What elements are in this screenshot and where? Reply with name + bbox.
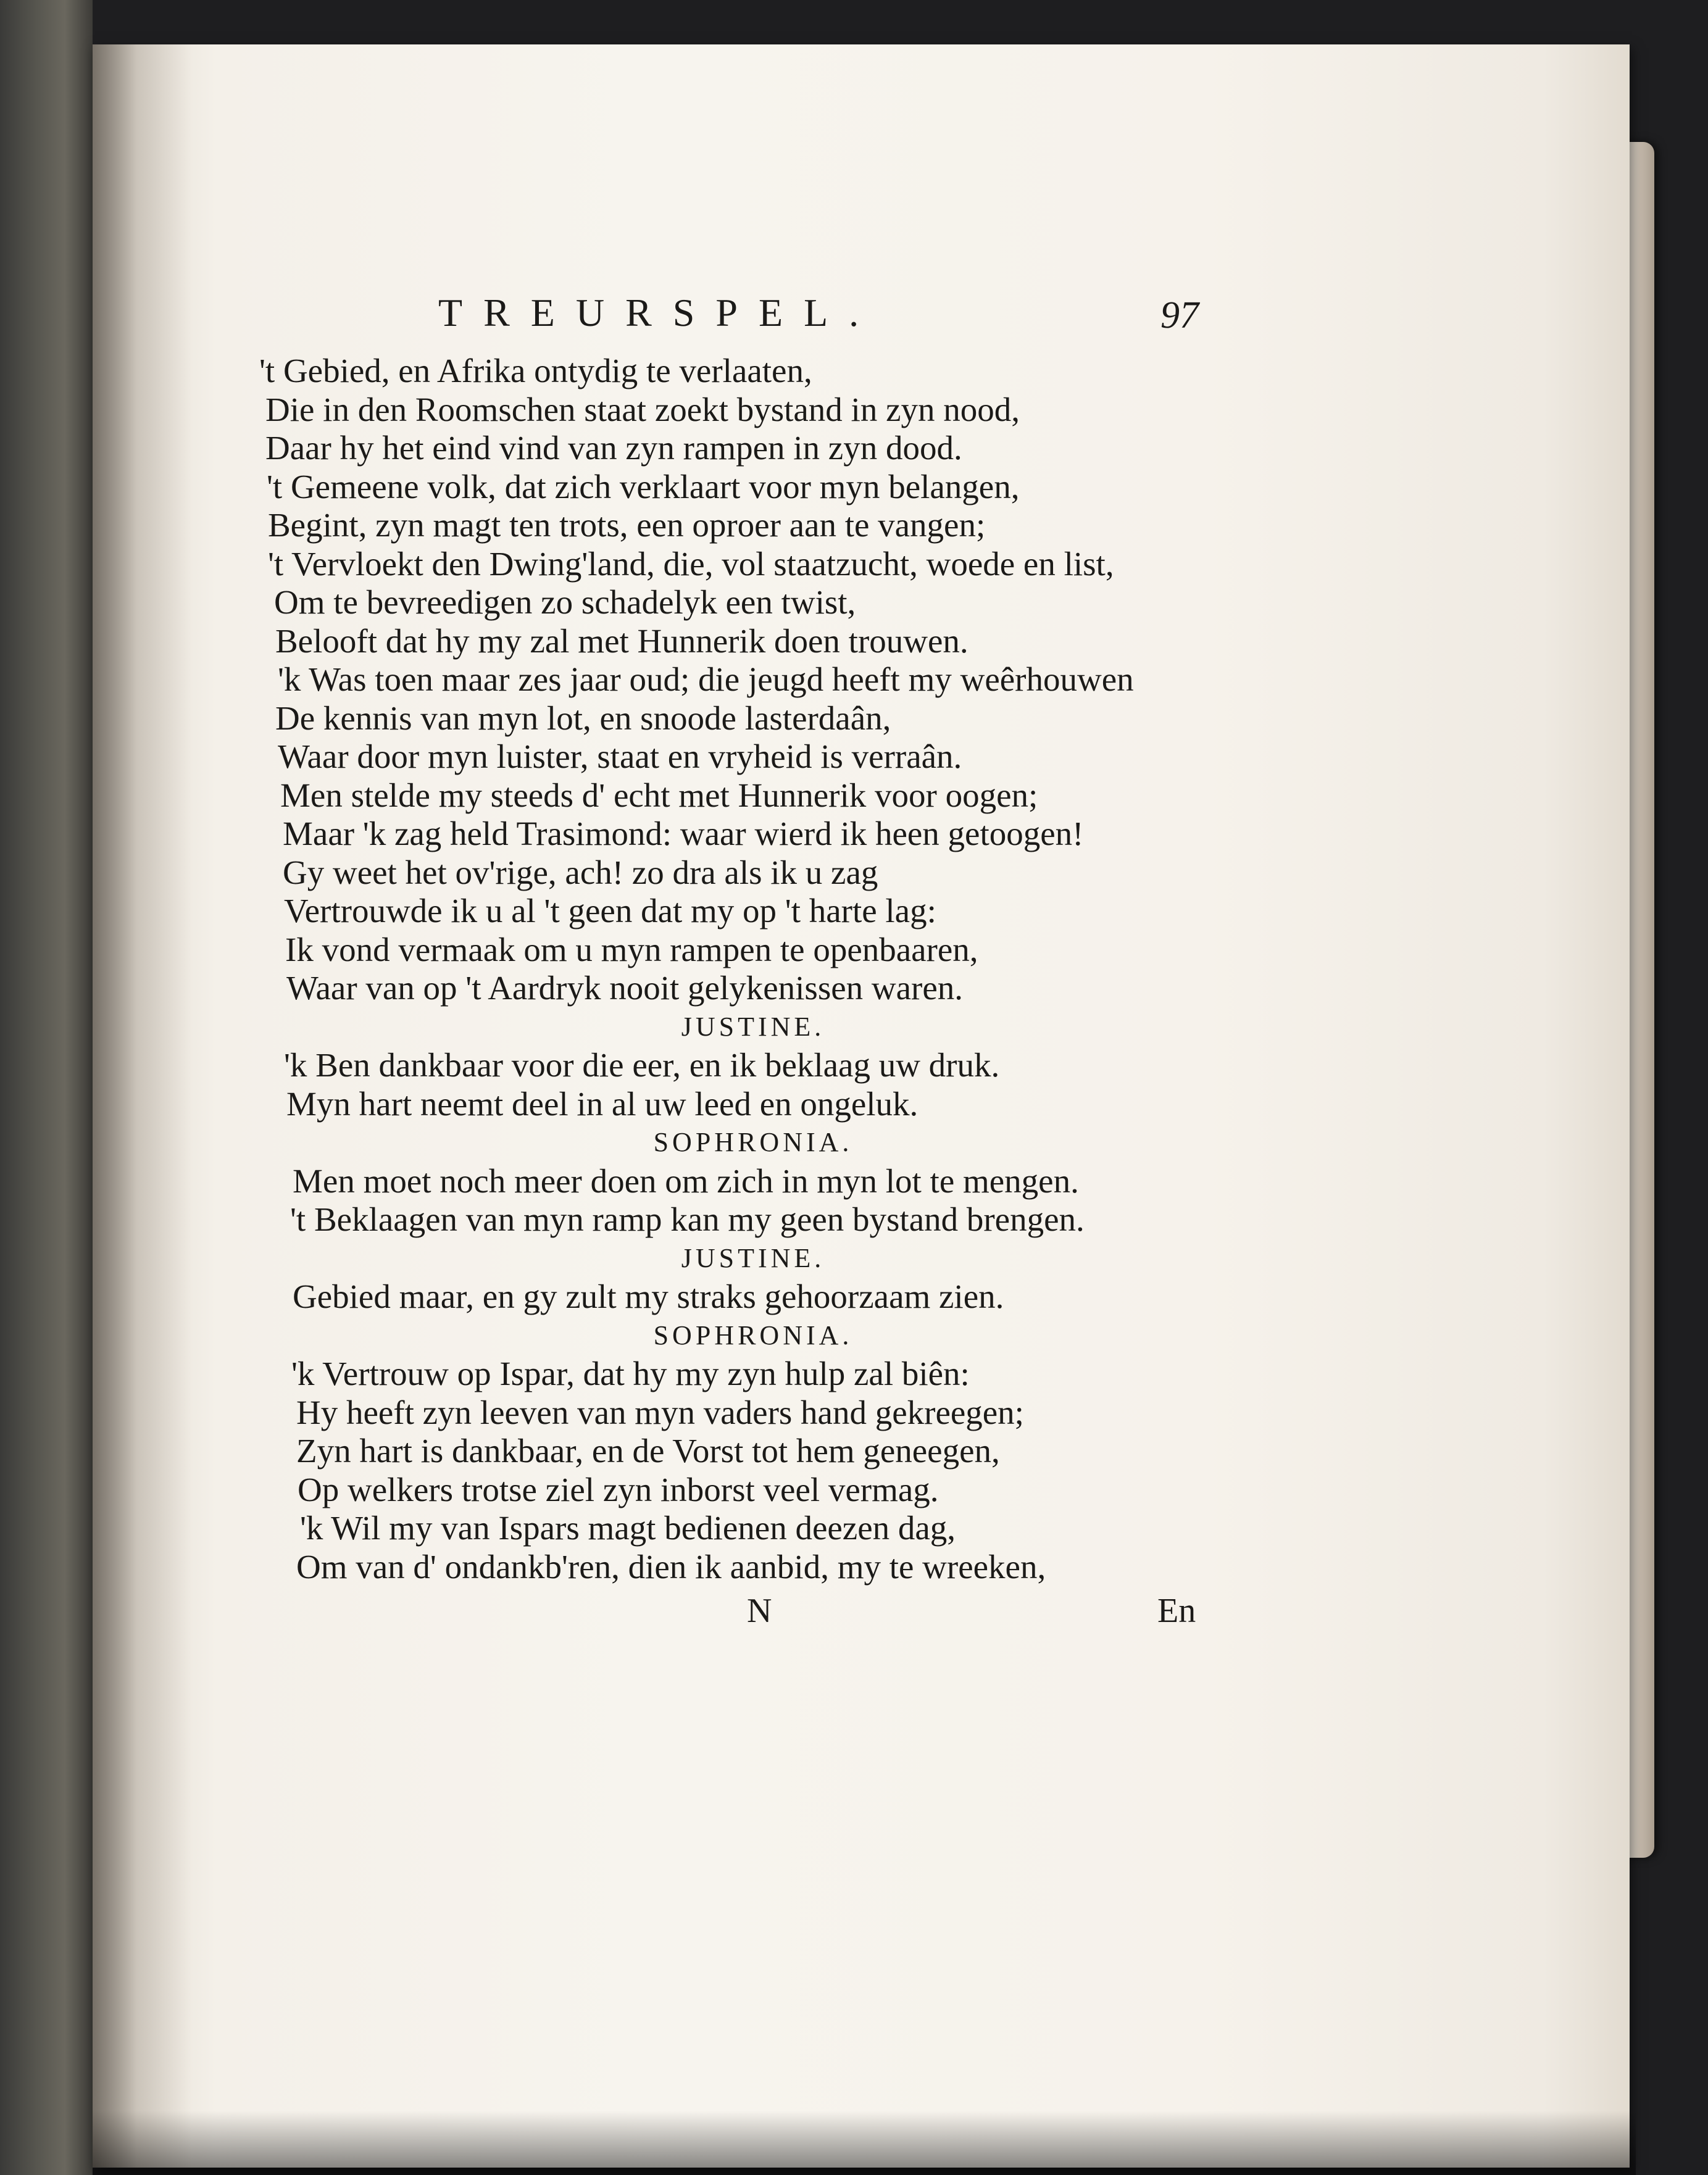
verse-line: 't Gebied, en Afrika ontydig te verlaaten,	[259, 352, 812, 389]
verse-line: Ik vond vermaak om u myn rampen te openbaaren,	[285, 930, 978, 968]
verse-line: Gy weet het ov'rige, ach! zo dra als ik u zag	[283, 853, 878, 891]
speaker-name: SOPHRONIA.	[653, 1127, 853, 1157]
verse-line: 't Beklaagen van myn ramp kan my geen bystand brengen.	[290, 1200, 1085, 1238]
verse-line: Myn hart neemt deel in al uw leed en ongeluk.	[286, 1084, 919, 1123]
page-number: 97	[1160, 294, 1199, 336]
verse-line: Men moet noch meer doen om zich in myn lot te mengen.	[293, 1162, 1079, 1200]
verse-line: 'k Was toen maar zes jaar oud; die jeugd heeft my weêrhouwen	[278, 660, 1134, 698]
verse-line: Daar hy het eind vind van zyn rampen in zyn dood.	[265, 429, 962, 467]
verse-line: De kennis van myn lot, en snoode lasterdaân,	[275, 699, 891, 737]
verse-line: Belooft dat hy my zal met Hunnerik doen trouwen.	[275, 622, 969, 660]
verse-line: Om te bevreedigen zo schadelyk een twist,	[274, 583, 856, 621]
running-title: TREURSPEL.	[438, 291, 880, 335]
verse-line: Begint, zyn magt ten trots, een oproer aan te vangen;	[268, 506, 986, 544]
speaker-name: JUSTINE.	[681, 1011, 825, 1042]
verse-line: Men stelde my steeds d' echt met Hunnerik voor oogen;	[280, 776, 1038, 814]
gutter-shadow	[93, 44, 191, 2168]
verse-line: Zyn hart is dankbaar, en de Vorst tot hem geneegen,	[296, 1432, 1000, 1470]
signature-mark: N	[747, 1592, 772, 1630]
table-shadow	[93, 2111, 1636, 2175]
book-cover-edge	[0, 0, 93, 2175]
verse-line: Waar van op 't Aardryk nooit gelykenissen waren.	[286, 969, 963, 1007]
verse-line: 'k Vertrouw op Ispar, dat hy my zyn hulp zal biên:	[291, 1355, 970, 1392]
verse-line: 't Vervloekt den Dwing'land, die, vol staatzucht, woede en list,	[268, 544, 1114, 583]
verse-lines	[259, 352, 1222, 1586]
verse-line: Vertrouwde ik u al 't geen dat my op 't harte lag:	[284, 892, 936, 929]
verse-line: 't Gemeene volk, dat zich verklaart voor myn belangen,	[267, 467, 1020, 505]
verse-line: 'k Ben dankbaar voor die eer, en ik beklaag uw druk.	[284, 1046, 1000, 1084]
verse-line: Die in den Roomschen staat zoekt bystand in zyn nood,	[265, 390, 1020, 428]
speaker-name: SOPHRONIA.	[653, 1320, 853, 1350]
page-header	[259, 290, 1222, 352]
text-block	[259, 290, 1222, 1641]
speaker-name: JUSTINE.	[681, 1242, 825, 1273]
verse-line: Gebied maar, en gy zult my straks gehoorzaam zien.	[293, 1278, 1004, 1315]
verse-line: Waar door myn luister, staat en vryheid is verraân.	[278, 738, 962, 775]
verse-line: Om van d' ondankb'ren, dien ik aanbid, my te wreeken,	[296, 1547, 1046, 1586]
page-footer	[259, 1591, 1222, 1641]
verse-line: Op welkers trotse ziel zyn inborst veel vermag.	[298, 1470, 939, 1508]
verse-line: Maar 'k zag held Trasimond: waar wierd ik heen getoogen!	[283, 815, 1084, 852]
verse-line: 'k Wil my van Ispars magt bedienen deezen dag,	[300, 1509, 956, 1547]
catchword: En	[1157, 1592, 1196, 1630]
verse-line: Hy heeft zyn leeven van myn vaders hand gekreegen;	[296, 1393, 1024, 1431]
